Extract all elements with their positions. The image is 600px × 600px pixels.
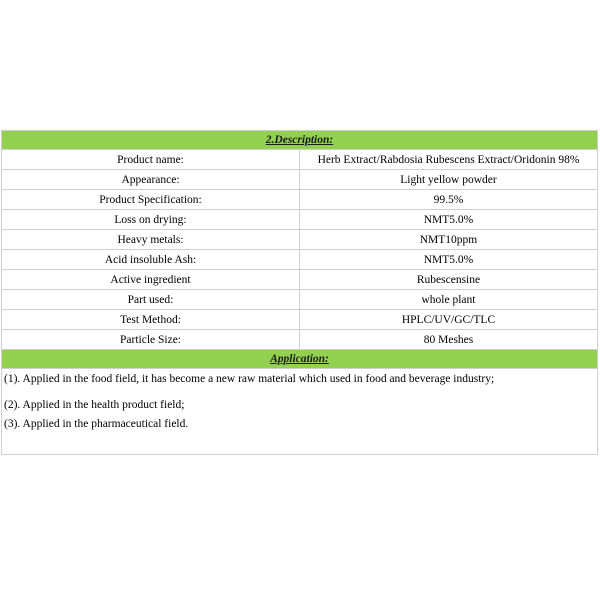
spec-value: Light yellow powder <box>300 170 598 190</box>
application-item: (3). Applied in the pharmaceutical field. <box>4 418 189 430</box>
description-heading: 2.Description: <box>2 131 598 150</box>
spec-row-test-method <box>2 310 598 330</box>
spec-row-heavy-metals <box>2 230 598 250</box>
spec-row-loss-on-drying <box>2 210 598 230</box>
description-table <box>1 130 598 369</box>
spec-label: Product name: <box>2 150 300 170</box>
spec-row-acid-insoluble-ash <box>2 250 598 270</box>
spec-row-product-name <box>2 150 598 170</box>
spec-label: Acid insoluble Ash: <box>2 250 300 270</box>
spec-value: 80 Meshes <box>300 330 598 350</box>
application-item: (2). Applied in the health product field; <box>4 399 185 411</box>
spec-value: whole plant <box>300 290 598 310</box>
spec-value: HPLC/UV/GC/TLC <box>300 310 598 330</box>
description-heading-row <box>2 131 598 150</box>
spec-label: Heavy metals: <box>2 230 300 250</box>
spec-row-active-ingredient <box>2 270 598 290</box>
spec-label: Active ingredient <box>2 270 300 290</box>
spec-label: Appearance: <box>2 170 300 190</box>
spec-label: Loss on drying: <box>2 210 300 230</box>
application-heading: Application: <box>2 350 598 369</box>
spec-value: NMT10ppm <box>300 230 598 250</box>
spec-value: Rubescensine <box>300 270 598 290</box>
spec-value: 99.5% <box>300 190 598 210</box>
application-item: (1). Applied in the food field, it has become a new raw material which used in food and beverage industry; <box>4 373 495 385</box>
spec-row-appearance <box>2 170 598 190</box>
spec-label: Test Method: <box>2 310 300 330</box>
spec-row-part-used <box>2 290 598 310</box>
spec-value: NMT5.0% <box>300 250 598 270</box>
spec-row-product-specification <box>2 190 598 210</box>
spec-row-particle-size <box>2 330 598 350</box>
spec-value: Herb Extract/Rabdosia Rubescens Extract/Oridonin 98% <box>300 150 598 170</box>
spec-label: Product Specification: <box>2 190 300 210</box>
application-heading-row <box>2 350 598 369</box>
spec-sheet <box>1 130 598 455</box>
application-body <box>1 369 598 455</box>
spec-value: NMT5.0% <box>300 210 598 230</box>
spec-label: Part used: <box>2 290 300 310</box>
spec-label: Particle Size: <box>2 330 300 350</box>
